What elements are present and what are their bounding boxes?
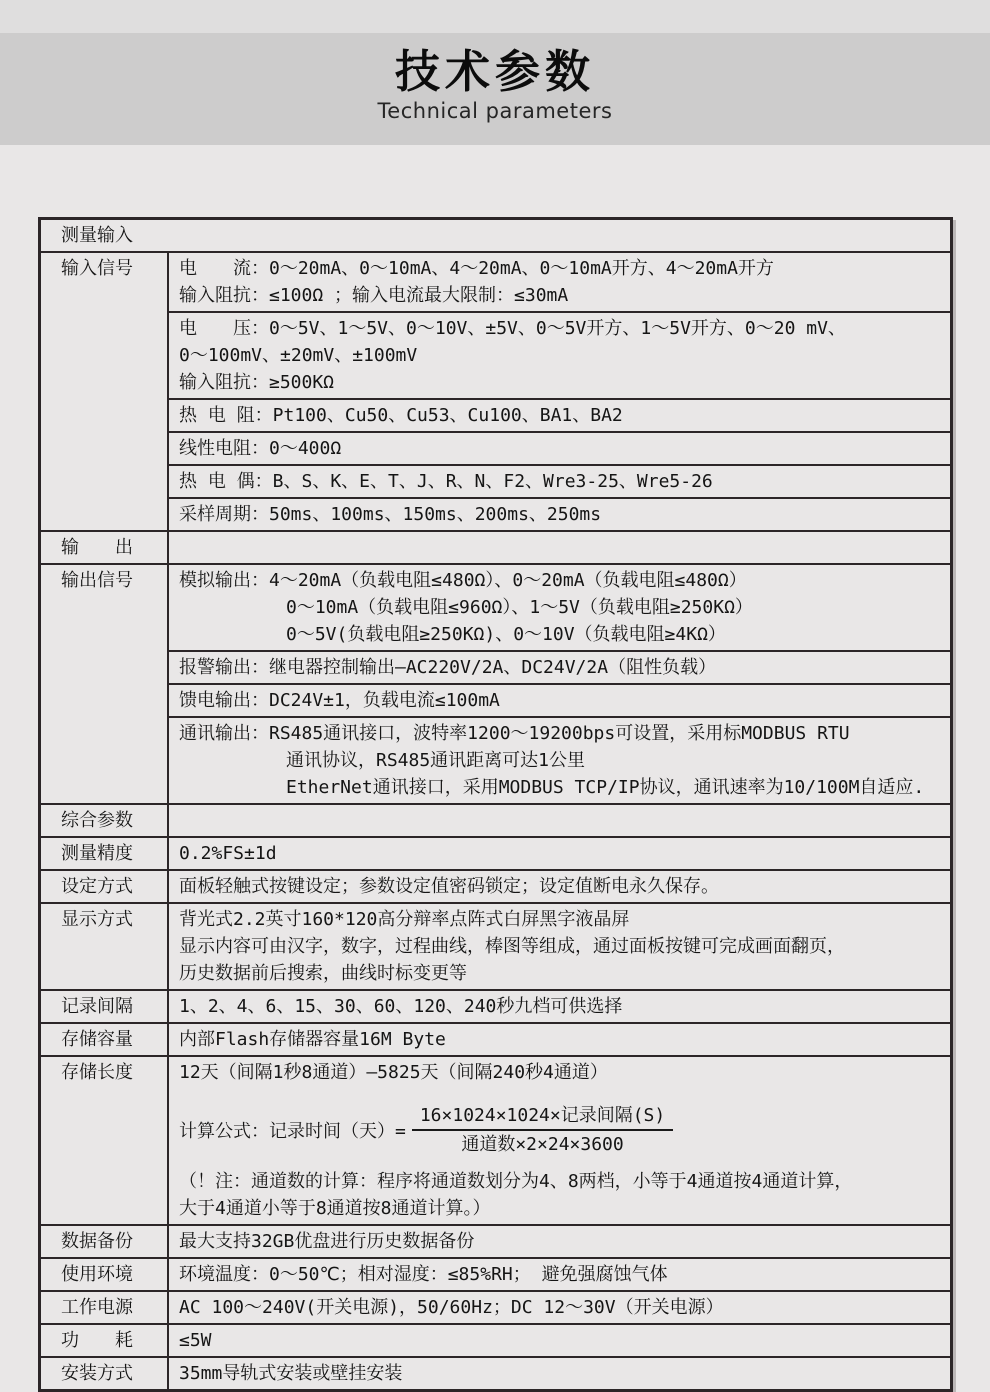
row-data-backup bbox=[41, 1224, 950, 1257]
empty-cell bbox=[169, 532, 950, 563]
spec-note: （！注：通道数的计算：程序将通道数划分为4、8两档，小等于4通道按4通道计算， bbox=[179, 1171, 853, 1192]
spec-line: 面板轻触式按键设定；参数设定值密码锁定；设定值断电永久保存。 bbox=[179, 876, 719, 897]
row-measure-accuracy bbox=[41, 836, 950, 869]
spec-line: 输入阻抗：≥500KΩ bbox=[179, 372, 335, 393]
row-label: 使用环境 bbox=[41, 1259, 169, 1290]
row-input-signal bbox=[41, 251, 950, 530]
spec-line: 内部Flash存储器容量16M Byte bbox=[179, 1029, 446, 1050]
row-label: 功 耗 bbox=[41, 1325, 169, 1356]
output-signal-specs bbox=[169, 565, 950, 803]
spec-line: 背光式2.2英寸160*120高分辩率点阵式白屏黑字液晶屏 bbox=[179, 909, 630, 930]
spec-line: 报警输出：继电器控制输出—AC220V/2A、DC24V/2A（阻性负载） bbox=[179, 657, 717, 678]
storage-length-cell bbox=[169, 1057, 950, 1224]
spec-line: 最大支持32GB优盘进行历史数据备份 bbox=[179, 1231, 475, 1252]
spec-table bbox=[38, 217, 953, 1392]
row-mounting-method bbox=[41, 1356, 950, 1389]
spec-thermocouple bbox=[169, 464, 950, 497]
spec-line: 35mm导轨式安装或壁挂安装 bbox=[179, 1363, 403, 1384]
spec-line: 0～5V(负载电阻≥250KΩ)、0～10V（负载电阻≥4KΩ） bbox=[286, 624, 726, 645]
spec-line: 热 电 阻：Pt100、Cu50、Cu53、Cu100、BA1、BA2 bbox=[179, 405, 623, 426]
row-setting-method bbox=[41, 869, 950, 902]
spec-line: 输入阻抗：≤100Ω ；输入电流最大限制：≤30mA bbox=[179, 285, 569, 306]
page-body bbox=[0, 217, 990, 1392]
spec-line: 历史数据前后搜索，曲线时标变更等 bbox=[179, 963, 467, 984]
formula-denominator: 通道数×2×24×3600 bbox=[461, 1134, 624, 1155]
section-label: 输 出 bbox=[41, 532, 169, 563]
row-power-supply bbox=[41, 1290, 950, 1323]
input-signal-specs bbox=[169, 253, 950, 530]
spec-sampling-period bbox=[169, 497, 950, 530]
spec-line: ≤5W bbox=[179, 1330, 212, 1351]
row-label: 输出信号 bbox=[41, 565, 169, 803]
spec-line: 线性电阻：0～400Ω bbox=[179, 438, 342, 459]
empty-cell bbox=[169, 805, 950, 836]
spec-analog-output bbox=[169, 565, 950, 650]
spec-line: 1、2、4、6、15、30、60、120、240秒九档可供选择 bbox=[179, 996, 623, 1017]
row-label: 存储容量 bbox=[41, 1024, 169, 1055]
spec-line: 0～100mV、±20mV、±100mV bbox=[179, 345, 418, 366]
spec-line: 馈电输出：DC24V±1，负载电流≤100mA bbox=[179, 690, 500, 711]
spec-line: AC 100～240V(开关电源)，50/60Hz；DC 12～30V（开关电源） bbox=[179, 1297, 724, 1318]
spec-line: EtherNet通讯接口，采用MODBUS TCP/IP协议，通讯速率为10/100M自适应. bbox=[286, 777, 925, 798]
row-label: 存储长度 bbox=[41, 1057, 169, 1224]
formula-fraction bbox=[412, 1102, 673, 1158]
top-strip bbox=[0, 0, 990, 33]
page-subtitle: Technical parameters bbox=[377, 99, 613, 123]
row-section-measurement-input bbox=[41, 220, 950, 251]
formula-numerator: 16×1024×1024×记录间隔(S) bbox=[412, 1102, 673, 1131]
spec-linear-resistance bbox=[169, 431, 950, 464]
row-operating-environment bbox=[41, 1257, 950, 1290]
page-header bbox=[0, 0, 990, 145]
spec-alarm-output bbox=[169, 650, 950, 683]
row-display-method bbox=[41, 902, 950, 989]
section-label: 综合参数 bbox=[41, 805, 169, 836]
row-label: 记录间隔 bbox=[41, 991, 169, 1022]
row-label: 数据备份 bbox=[41, 1226, 169, 1257]
row-section-output bbox=[41, 530, 950, 563]
row-storage-length bbox=[41, 1055, 950, 1224]
spec-line: 模拟输出：4～20mA（负载电阻≤480Ω）、0～20mA（负载电阻≤480Ω） bbox=[179, 570, 747, 591]
spec-line: 电 流：0～20mA、0～10mA、4～20mA、0～10mA开方、4～20mA开方 bbox=[179, 258, 774, 279]
spec-note: 大于4通道小等于8通道按8通道计算。） bbox=[179, 1198, 491, 1219]
row-label: 输入信号 bbox=[41, 253, 169, 530]
page-title: 技术参数 bbox=[394, 45, 595, 98]
spec-line: 电 压：0～5V、1～5V、0～10V、±5V、0～5V开方、1～5V开方、0～20 mV、 bbox=[179, 318, 846, 339]
spec-current bbox=[169, 253, 950, 311]
spec-comm-output bbox=[169, 716, 950, 803]
spec-line: 12天（间隔1秒8通道）—5825天（间隔240秒4通道） bbox=[179, 1062, 608, 1083]
row-power-consumption bbox=[41, 1323, 950, 1356]
spec-feed-output bbox=[169, 683, 950, 716]
row-label: 测量精度 bbox=[41, 838, 169, 869]
row-storage-capacity bbox=[41, 1022, 950, 1055]
spec-line: 环境温度：0～50℃；相对湿度：≤85%RH； 避免强腐蚀气体 bbox=[179, 1264, 668, 1285]
row-label: 工作电源 bbox=[41, 1292, 169, 1323]
row-label: 设定方式 bbox=[41, 871, 169, 902]
spec-rtd bbox=[169, 398, 950, 431]
spec-line: 0～10mA（负载电阻≤960Ω）、1～5V（负载电阻≥250KΩ） bbox=[286, 597, 753, 618]
title-band bbox=[0, 33, 990, 145]
section-label: 测量输入 bbox=[61, 225, 133, 246]
row-label: 显示方式 bbox=[41, 904, 169, 989]
spec-line: 显示内容可由汉字，数字，过程曲线，棒图等组成，通过面板按键可完成画面翻页， bbox=[179, 936, 845, 957]
row-record-interval bbox=[41, 989, 950, 1022]
spec-line: 热 电 偶：B、S、K、E、T、J、R、N、F2、Wre3-25、Wre5-26 bbox=[179, 471, 713, 492]
row-label: 安装方式 bbox=[41, 1358, 169, 1389]
spec-line: 通讯输出：RS485通讯接口，波特率1200～19200bps可设置，采用标MODBUS RTU bbox=[179, 723, 850, 744]
formula-prefix: 计算公式：记录时间（天）= bbox=[179, 1121, 406, 1142]
row-section-general-params bbox=[41, 803, 950, 836]
spec-line: 通讯协议，RS485通讯距离可达1公里 bbox=[286, 750, 586, 771]
spec-line: 采样周期：50ms、100ms、150ms、200ms、250ms bbox=[179, 504, 602, 525]
storage-formula bbox=[169, 1102, 950, 1158]
spec-line: 0.2%FS±1d bbox=[179, 843, 277, 864]
spec-voltage bbox=[169, 311, 950, 398]
row-output-signal bbox=[41, 563, 950, 803]
